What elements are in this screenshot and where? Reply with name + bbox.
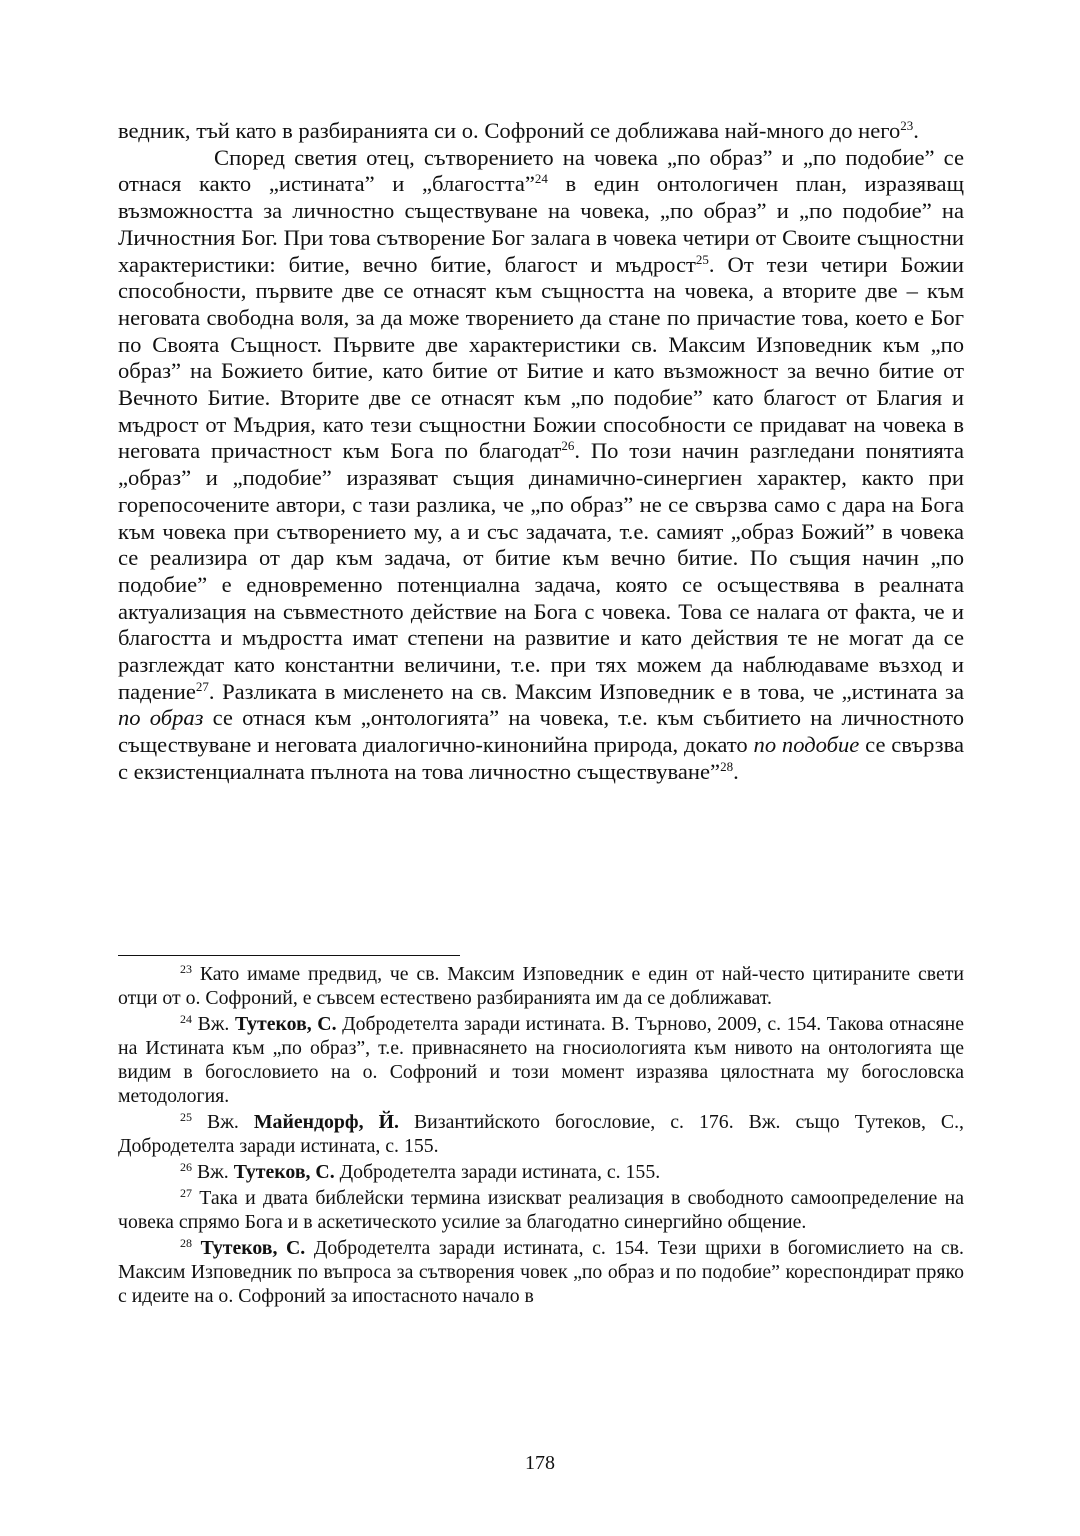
footnote-ref-24[interactable]: 24 — [534, 171, 548, 187]
author-name: Тутеков, С. — [233, 1161, 335, 1183]
paragraph-2: Според светия отец, сътворението на човека „по образ” и „по подобие” се отнася както „истината” и „благостта”$^{24}$ в един онтологичен план, изразяващ възможността за личностно съществуване на човека, „по образ” и „по подобие” на Личностния Бог. При това сътворение Бог залага в човека четири от Своите същностни характеристики: битие, вечно битие, благост и мъдрост$^{25}$. От тези четири Божии способности, първите две се отнасят към същността на човека, а вторите две – към неговата свободна воля, за да може творението да стане по причастие това, което е Бог по Своята Същност. Първите две характеристики св. Максим Изповедник към „по образ” на Божието битие, като битие от Битие и като възможност за вечно битие от Вечното Битие. Вторите две се отнасят към „по подобие” като благост от Благия и мъдрост от Мъдрия, като тези същностни Божии способности се придават на човека в неговата причастност към Бога по благодат$^{26}$. По този начин разгледани понятията „образ” и „подобие” изразяват същия динамично-синергиен характер, както при горепосочените автори, с тази разлика, че „по образ” не се свързва само с дара на Бога към човека при сътворението му, а и със задачата, т.е. самият „образ Божий” в човека се реализира от дар към задача, от битие към вечно битие. По същия начин „по подобие” е едновременно потенциална задача, която се осъществява в реалната актуализация на съвместното действие на Бога с човека. Това се налага от факта, че и благостта и мъдростта имат степени на развитие и като действия те не могат да се разглеждат като константни величини, т.е. при тях можем да наблюдаваме възход и падение$^{27}$. Разликата в мисленето на св. Максим Изповедник е в това, че „истината за по образ се отнася към „онтологията” на човека, т.е. към събитието на личностното съществуване и неговата диалогично-кинонийна природа, докато по подобие се свързва с екзистенциалната пълнота на това личностно съществуване”$^{28}$. — [118, 144, 965, 784]
author-name: Тутеков, С. — [234, 1013, 337, 1035]
footnote-ref-27[interactable]: 27 — [195, 678, 209, 694]
footnotes — [118, 962, 964, 1310]
footnote-24: $^{24}$ Вж. Тутеков, С. Добродетелта заради истината. В. Търново, 2009, с. 154. Такова отнасяне на Истината към „по образ”, т.е. привнасянето на гносиологията към нивото на онтологията ще видим в богословието на о. Софроний и този момент изразява цялостната му богословска методология. — [118, 1012, 964, 1107]
footnote-separator — [118, 955, 460, 956]
footnote-26: $^{26}$ Вж. Тутеков, С. Добродетелта заради истината, с. 155. — [180, 1160, 661, 1183]
paragraph-1: ведник, тъй като в разбиранията си о. Софроний се доближава най-много до него$^{23}$. — [118, 118, 919, 143]
author-name: Тутеков, С. — [200, 1237, 306, 1259]
footnote-ref-23[interactable]: 23 — [900, 118, 914, 133]
page-number: 178 — [525, 1452, 555, 1474]
footnote-ref-28[interactable]: 28 — [720, 758, 734, 774]
footnote-23: $^{23}$ Като имаме предвид, че св. Максим Изповедник е един от най-често цитираните свети отци от о. Софроний, е съвсем естествено разбиранията им да се доближават. — [118, 962, 964, 1009]
footnote-27: $^{27}$ Така и двата библейски термина изискват реализация в свободното самоопределение на човека спрямо Бога и в аскетическото усилие за благодатно синергийно общение. — [118, 1186, 964, 1233]
main-text — [118, 118, 964, 786]
paragraph-1-text: ведник, тъй като в разбиранията си о. Софроний се доближава най-много до него — [118, 118, 901, 143]
author-name: Майендорф, Й. — [253, 1111, 399, 1133]
footnote-25: $^{25}$ Вж. Майендорф, Й. Византийското богословие, с. 176. Вж. също Тутеков, С., Добродетелта заради истината, с. 155. — [118, 1110, 965, 1157]
footnote-ref-25[interactable]: 25 — [695, 251, 709, 267]
footnote-28: $^{28}$ Тутеков, С. Добродетелта заради истината, с. 154. Тези щрихи в богомислието на св. Максим Изповедник по въпроса за сътворения човек „по образ и по подобие” кореспондират пряко с идеите на о. Софроний за ипостасното начало в — [118, 1236, 964, 1307]
footnote-ref-26[interactable]: 26 — [561, 438, 575, 454]
italic-term: по подобие — [753, 732, 860, 758]
italic-term: по образ — [118, 705, 204, 731]
